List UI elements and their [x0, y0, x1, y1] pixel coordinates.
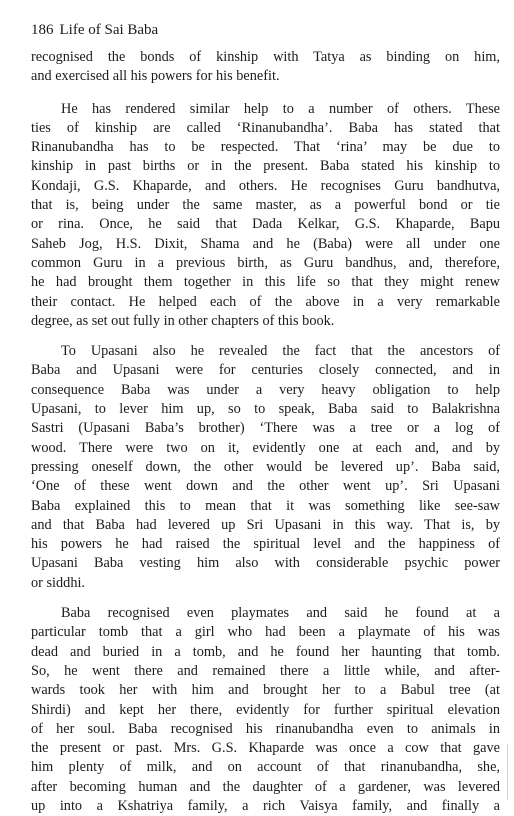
text-line: of her soul. Baba recognised his rinanubandha even to animals in [31, 720, 500, 737]
text-line: consequence Baba was under a very heavy obligation to help [31, 381, 500, 398]
text-line: Baba explained this to mean that it was something like see-saw [31, 497, 500, 514]
text-line: recognised the bonds of kinship with Tatya as binding on him, [31, 49, 500, 65]
paragraph-2 [31, 100, 500, 332]
text-line: Kondaji, G.S. Khaparde, and others. He recognises Guru bandhutva, [31, 177, 500, 194]
text-line: Baba recognised even playmates and said he found at a [61, 605, 500, 622]
body-text [31, 48, 500, 816]
paragraph-1 [31, 48, 500, 87]
text-line: or rina. Once, he said that Dada Kelkar, G.S. Khaparde, Bapu [31, 216, 500, 233]
text-line: ‘One of these went down and the other went up’. Sri Upasani [31, 478, 500, 495]
text-line: ties of kinship are called ‘Rinanubandha’. Baba has stated that [31, 119, 500, 136]
text-line: kinship in past births or in the present. Baba stated his kinship to [31, 158, 500, 175]
text-line: Sastri (Upasani Baba’s brother) ‘There was a tree or a log of [31, 420, 500, 437]
text-line: the present or past. Mrs. G.S. Khaparde was once a cow that gave [31, 740, 500, 757]
text-line: after becoming human and the daughter of a gardener, was levered [31, 778, 500, 795]
text-line: wood. There were two on it, evidently one at each and, and by [31, 439, 500, 456]
page-edge-shadow [507, 744, 508, 800]
text-line: To Upasani also he revealed the fact that the ancestors of [61, 343, 500, 360]
paragraph-4 [31, 604, 500, 816]
text-line: Shirdi) and kept her there, evidently for further spiritual elevation [31, 701, 500, 718]
text-line: up into a Kshatriya family, a rich Vaisya family, and finally a [31, 797, 500, 814]
text-line: Baba and Upasani were for centuries closely connected, and in [31, 362, 500, 379]
text-line: pressing oneself down, the other would be levered up’. Baba said, [31, 458, 500, 475]
text-line: or siddhi. [31, 574, 86, 591]
text-line: and that Baba had levered up Sri Upasani in this way. That is, by [31, 516, 500, 533]
text-line: particular tomb that a girl who had been a playmate of his was [31, 624, 500, 641]
text-line: wards took her with him and brought her to a Babul tree (at [31, 682, 500, 699]
text-line: Rinanubandha has to be respected. That ‘rina’ may be due to [31, 139, 500, 156]
text-line: him plenty of milk, and on account of that rinanubandha, she, [31, 759, 500, 776]
page-number: 186 [31, 22, 54, 38]
text-line: that is, being under the same master, as a powerful bond or tie [31, 197, 500, 214]
text-line: he had brought them together in this life so that they might renew [31, 274, 500, 291]
text-line: their contact. He helped each of the above in a very remarkable [31, 293, 500, 310]
running-head [31, 22, 158, 39]
text-line: common Guru in a previous birth, as Guru bandhus, and, therefore, [31, 254, 500, 271]
text-line: dead and buried in a tomb, and he found her haunting that tomb. [31, 643, 500, 660]
text-line: So, he went there and remained there a little while, and after- [31, 662, 500, 679]
text-line: Upasani, to lever him up, so to speak, Baba said to Balakrishna [31, 401, 500, 418]
text-line: and exercised all his powers for his benefit. [31, 68, 280, 85]
text-line: He has rendered similar help to a number of others. These [61, 100, 500, 117]
text-line: Upasani Baba vesting him also with considerable psychic power [31, 555, 500, 572]
text-line: his powers he had raised the spiritual level and the happiness of [31, 536, 500, 553]
paragraph-3 [31, 342, 500, 593]
text-line: Saheb Jog, H.S. Dixit, Shama and he (Baba) were all under one [31, 235, 500, 252]
text-line: degree, as set out fully in other chapters of this book. [31, 312, 335, 329]
book-title: Life of Sai Baba [59, 22, 159, 38]
